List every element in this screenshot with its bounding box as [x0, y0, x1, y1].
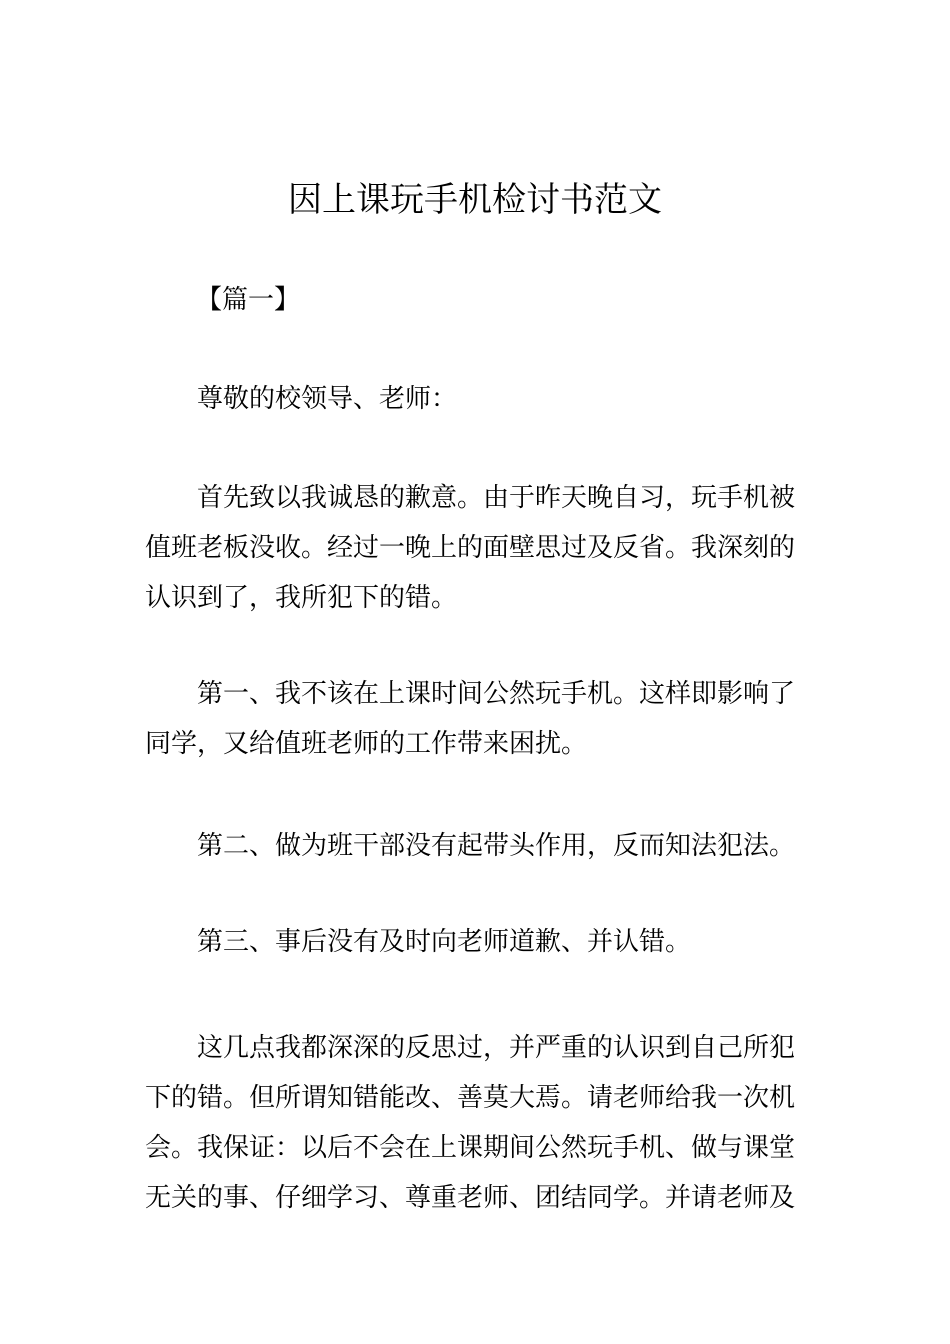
- section-label: 【篇一】: [196, 285, 301, 315]
- document-title: 因上课玩手机检讨书范文: [288, 180, 662, 220]
- paragraph-second-point: 第二、做为班干部没有起带头作用，反而知法犯法。: [197, 831, 796, 861]
- paragraph-apology: 首先致以我诚恳的歉意。由于昨天晚自习，玩手机被值班老板没收。经过一晚上的面壁思过及反省。我深刻的认识到了，我所犯下的错。: [145, 483, 796, 613]
- paragraph-third-point: 第三、事后没有及时向老师道歉、并认错。: [197, 927, 692, 957]
- paragraph-reflection: 这几点我都深深的反思过，并严重的认识到自己所犯下的错。但所谓知错能改、善莫大焉。请老师给我一次机会。我保证：以后不会在上课期间公然玩手机、做与课堂无关的事、仔细学习、尊重老师、团结同学。并请老师及: [145, 1033, 796, 1213]
- salutation: 尊敬的校领导、老师：: [197, 384, 458, 414]
- paragraph-first-point: 第一、我不该在上课时间公然玩手机。这样即影响了同学，又给值班老师的工作带来困扰。: [145, 679, 796, 759]
